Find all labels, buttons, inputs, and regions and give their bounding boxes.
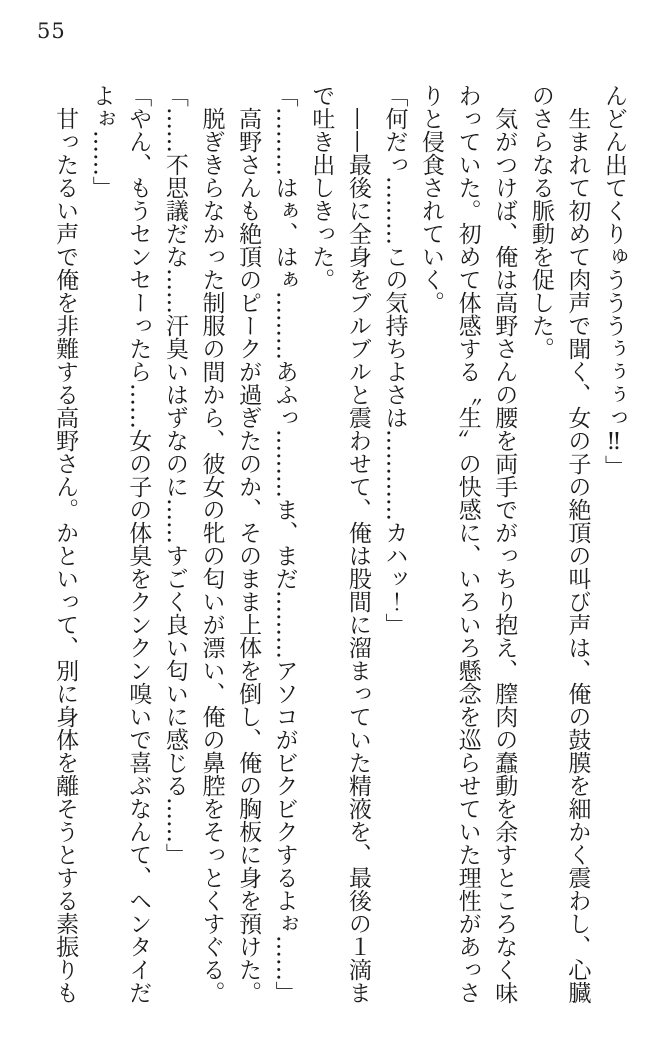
dialogue-paragraph: 「やん、もうセンセーったら……女の子の体臭をクンクン嗅いで喜ぶなんて、ヘンタイだよぉ……」	[88, 84, 152, 1004]
dialogue-paragraph: 「………はぁ、はぁ………あふっ………ま、まだ………アソコがビクビクするよぉ……」	[271, 84, 298, 1004]
vertical-text-block	[47, 84, 633, 1011]
dialogue-paragraph: んどん出てくりゅうううぅぅぅっ‼」	[601, 84, 627, 478]
narrative-paragraph: 高野さんも絶頂のピークが過ぎたのか、そのまま上体を倒し、俺の胸板に身を預けた。	[235, 107, 262, 1004]
narrative-paragraph: 気がつけば、俺は高野さんの腰を両手でがっちり抱え、膣肉の蠢動を余すところなく味わっていた。初めて体感する〝生〟の快感に、いろいろ懸念を巡らせていた理性があっさりと侵食されていく。	[418, 84, 518, 1004]
narrative-paragraph: 脱ぎきらなかった制服の間から、彼女の牝の匂いが漂い、俺の鼻腔をそっとくすぐる。	[198, 107, 225, 1004]
narrative-paragraph: 生まれて初めて肉声で聞く、女の子の絶頂の叫び声は、俺の鼓膜を細かく震わし、心臓のさらなる脈動を促した。	[527, 84, 591, 1004]
narrative-paragraph: ——最後に全身をブルブルと震わせて、俺は股間に溜まっていた精液を、最後の１滴まで吐き出しきった。	[308, 84, 371, 1004]
dialogue-paragraph: 「何だっ………この気持ちよさは…………カハッ！」	[381, 84, 408, 636]
dialogue-paragraph: 「……不思議だな……汗臭いはずなのに……すごく良い匂いに感じる……」	[161, 84, 188, 866]
page-number: 55	[37, 19, 66, 43]
narrative-paragraph: 甘ったるい声で俺を非難する高野さん。かといって、別に身体を離そうとする素振りも	[52, 107, 79, 1004]
